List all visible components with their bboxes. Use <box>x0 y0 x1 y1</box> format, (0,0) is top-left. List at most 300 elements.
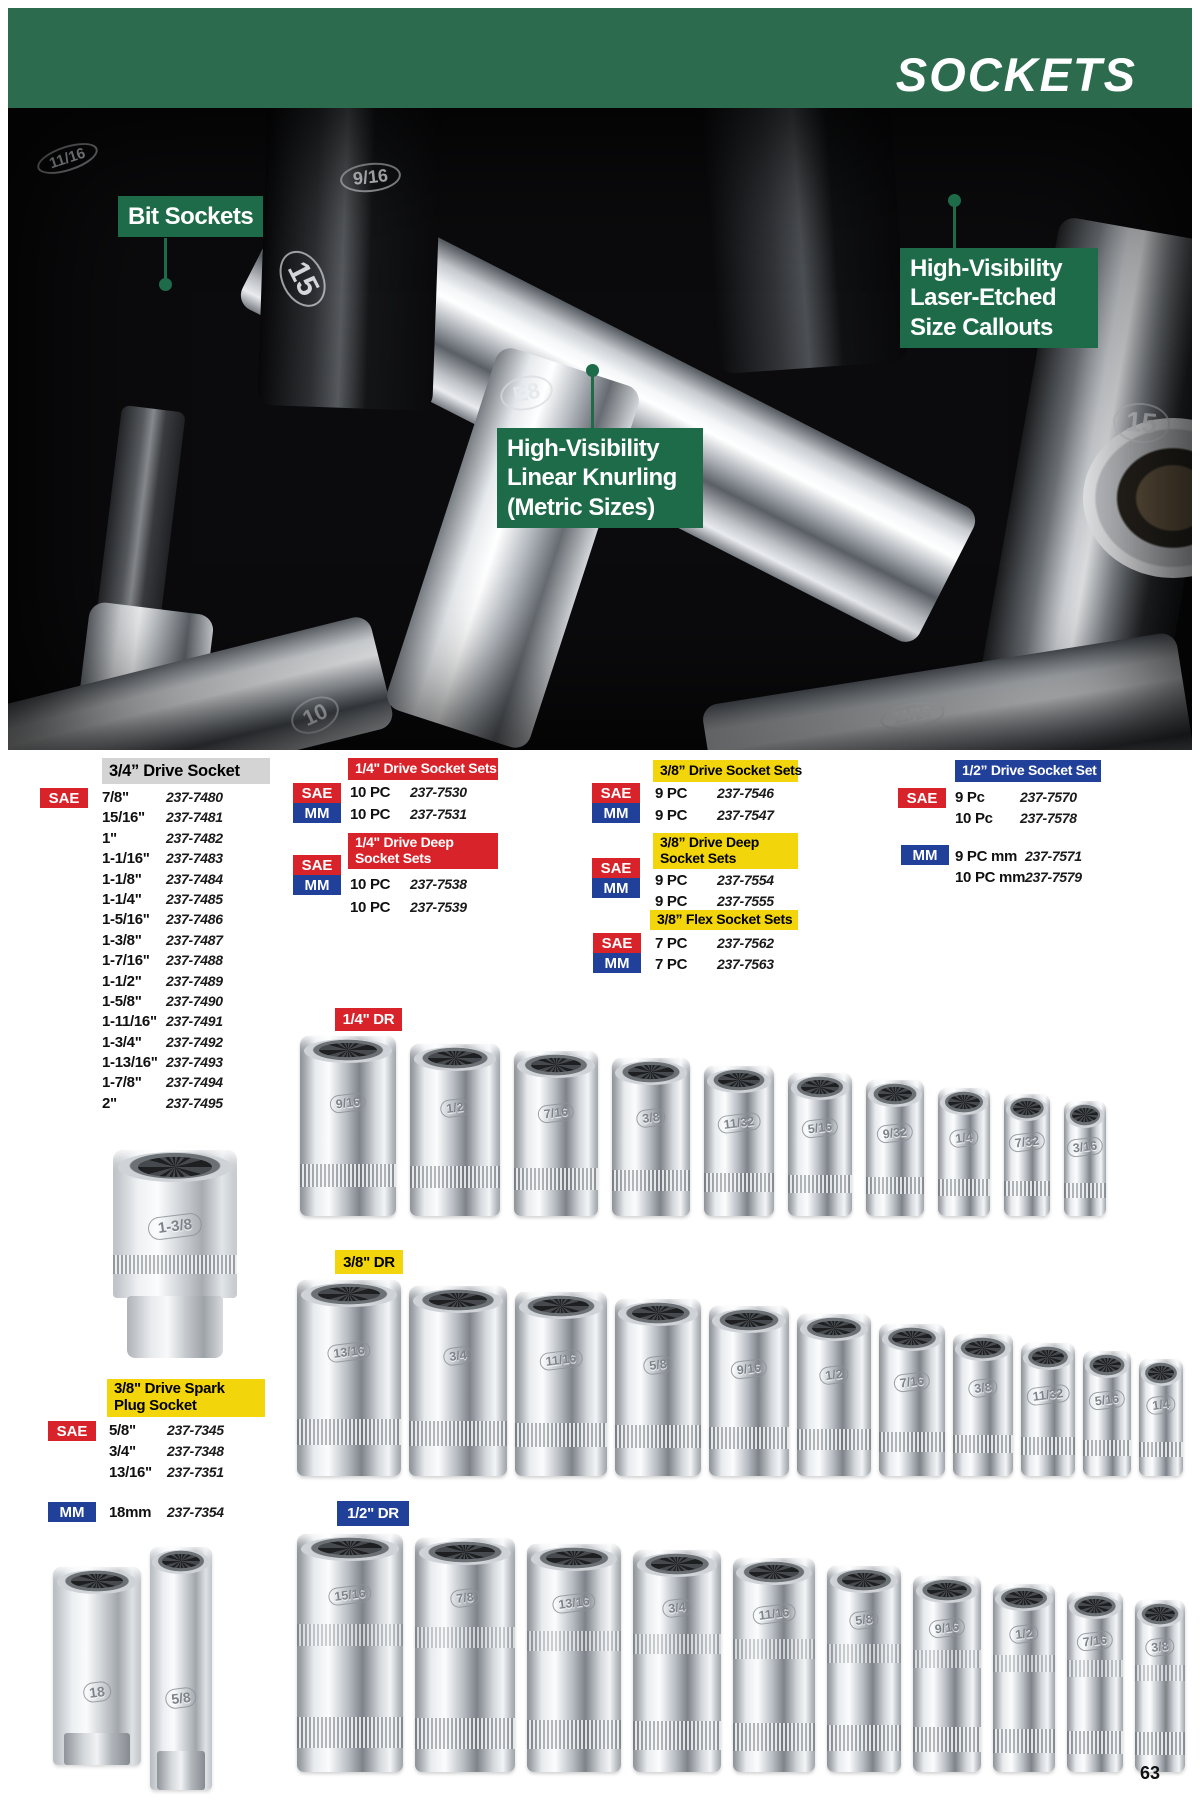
quantity-cell: 9 PC <box>655 893 688 910</box>
part-number-cell: 237-7578 <box>1020 810 1077 826</box>
deep-socket <box>993 1584 1055 1772</box>
drive-label-quarter: 1/4" DR <box>335 1008 402 1031</box>
socket-bore <box>1005 1591 1042 1605</box>
knurl-band <box>1139 1442 1183 1457</box>
sae-badge: SAE <box>592 858 640 878</box>
mm-badge: MM <box>593 953 641 973</box>
socket-bore <box>1145 1607 1175 1621</box>
table-row <box>655 956 797 977</box>
callout-text: High-Visibility <box>910 255 1063 282</box>
table-title: Socket Sets <box>355 850 432 866</box>
knurl-band <box>733 1723 815 1751</box>
drive-label-half: 1/2" DR <box>337 1501 409 1526</box>
size-cell: 15/16" <box>102 809 145 827</box>
socket <box>1004 1094 1050 1216</box>
sae-badge: SAE <box>593 933 641 953</box>
size-cell: 1-13/16" <box>102 1054 158 1072</box>
callout-laser-etched <box>900 248 1098 348</box>
knurl-band <box>633 1634 721 1654</box>
socket <box>709 1306 789 1476</box>
socket-bore <box>435 1545 495 1559</box>
size-cell: 1-3/8" <box>102 931 142 949</box>
callout-bit-sockets <box>118 196 263 237</box>
photo-shape <box>698 108 908 374</box>
callout-text: (Metric Sizes) <box>507 493 655 521</box>
table-row <box>102 891 270 911</box>
knurl-band <box>1135 1732 1185 1754</box>
table-header <box>107 1379 265 1417</box>
socket-bore <box>651 1557 704 1571</box>
mm-badge: MM <box>293 875 341 895</box>
quantity-cell: 10 Pc <box>955 810 993 827</box>
socket <box>704 1066 774 1216</box>
size-cell: 1-7/16" <box>102 952 150 970</box>
socket-drive-neck <box>127 1296 223 1358</box>
table-header <box>348 758 498 780</box>
socket-bore <box>318 1541 382 1555</box>
table-rows-sae <box>955 789 1120 831</box>
table-row <box>955 869 1120 890</box>
table-rows-sae <box>109 1422 269 1485</box>
part-number-cell: 237-7487 <box>166 931 223 948</box>
table-rows <box>102 789 270 1115</box>
socket-size-label: 7/16 <box>893 1370 931 1392</box>
part-number-cell: 237-7351 <box>167 1464 224 1480</box>
part-number-cell: 237-7485 <box>166 890 223 907</box>
sae-badge: SAE <box>293 783 341 803</box>
table-row <box>109 1464 269 1485</box>
knurl-band <box>1004 1181 1050 1197</box>
callout-text: Linear Knurling <box>507 464 677 492</box>
table-row <box>102 809 270 829</box>
socket-row-three-eighth <box>297 1276 1192 1476</box>
socket-bore <box>878 1087 913 1101</box>
knurl-band <box>297 1624 403 1645</box>
socket-bore <box>162 1554 199 1568</box>
socket-size-label: 5/16 <box>801 1117 839 1139</box>
knurl-band <box>866 1177 924 1195</box>
socket-size-label: 1/4 <box>1145 1395 1176 1416</box>
socket-size-label: 7/16 <box>537 1102 575 1124</box>
quantity-cell: 7 PC <box>655 935 688 952</box>
socket-bore <box>749 1565 798 1579</box>
table-row <box>102 952 270 972</box>
part-number-cell: 237-7571 <box>1025 848 1082 864</box>
table-row <box>955 789 1120 810</box>
product-photo-spark-plug-sockets <box>35 1545 245 1795</box>
page-title: SOCKETS <box>895 48 1137 101</box>
size-cell: 2" <box>102 1094 117 1112</box>
part-number-cell: 237-7354 <box>167 1504 224 1520</box>
table-header <box>348 833 498 869</box>
socket-row-half <box>297 1528 1192 1772</box>
socket-size-label: 9/16 <box>329 1091 367 1113</box>
knurl-band <box>1135 1665 1185 1680</box>
socket-size-label: 13/16 <box>326 1340 371 1363</box>
quantity-cell: 7 PC <box>655 956 688 973</box>
socket <box>866 1080 924 1216</box>
socket <box>797 1314 871 1476</box>
part-number-cell: 237-7348 <box>167 1443 224 1459</box>
table-row <box>102 1054 270 1074</box>
knurl-band <box>409 1421 507 1446</box>
socket-hex-base <box>157 1751 204 1790</box>
socket-bore <box>948 1095 979 1109</box>
deep-socket <box>827 1566 901 1772</box>
table-title: 3/8” Drive Socket Sets <box>660 762 803 779</box>
socket-bore <box>318 1287 380 1301</box>
socket-bore <box>319 1043 377 1057</box>
size-cell: 1-1/8" <box>102 870 142 888</box>
socket <box>515 1292 607 1476</box>
table-title: 3/4” Drive Socket <box>109 761 240 780</box>
photo-etching: E8 <box>497 371 556 415</box>
socket-size-label: 11/32 <box>1026 1383 1070 1406</box>
knurl-band <box>788 1175 852 1194</box>
knurl-band <box>913 1727 981 1752</box>
size-cell: 1-11/16" <box>102 1013 157 1031</box>
quantity-cell: 9 PC <box>655 872 688 889</box>
photo-etching: 9/16 <box>339 160 403 195</box>
socket-size-label: 9/32 <box>876 1121 914 1143</box>
callout-pointer-dot <box>586 364 599 377</box>
socket-bore <box>628 1065 675 1079</box>
quantity-cell: 9 Pc <box>955 789 985 806</box>
socket-bore <box>1093 1358 1122 1372</box>
socket-size-label: 5/8 <box>642 1354 673 1375</box>
deep-socket <box>1067 1592 1123 1772</box>
socket-size-label: 7/16 <box>1076 1629 1114 1651</box>
callout-pointer-line <box>591 374 594 430</box>
part-number-cell: 237-7491 <box>166 1013 223 1030</box>
table-row <box>102 993 270 1013</box>
knurl-band <box>297 1717 403 1748</box>
knurl-band <box>1064 1183 1106 1198</box>
quantity-cell: 10 PC <box>350 806 391 823</box>
socket-bore <box>428 1051 482 1065</box>
deep-socket <box>633 1550 721 1772</box>
knurl-band <box>953 1435 1013 1453</box>
size-cell: 1-1/2" <box>102 972 142 990</box>
knurl-band <box>879 1432 945 1452</box>
quantity-cell: 10 PC <box>350 784 391 801</box>
table-row <box>102 1013 270 1033</box>
socket <box>1064 1101 1106 1216</box>
size-cell: 1-3/4" <box>102 1033 142 1051</box>
table-title: 1/2” Drive Socket Set <box>962 762 1097 779</box>
socket-size-label: 9/16 <box>730 1358 768 1380</box>
knurl-band <box>615 1425 701 1448</box>
deep-socket <box>297 1534 403 1772</box>
socket-size-label: 11/16 <box>539 1348 583 1371</box>
page-banner <box>8 8 1192 108</box>
table-rows <box>655 785 797 829</box>
part-number-cell: 237-7489 <box>166 972 223 989</box>
socket-body <box>113 1150 237 1298</box>
part-number-cell: 237-7562 <box>717 935 774 951</box>
part-number-cell: 237-7495 <box>166 1094 223 1111</box>
spark-plug-socket <box>53 1567 141 1765</box>
table-row <box>655 807 797 829</box>
table-rows-mm <box>109 1504 269 1525</box>
table-row <box>102 789 270 809</box>
socket <box>514 1051 598 1216</box>
mm-badge: MM <box>592 878 640 898</box>
part-number-cell: 237-7579 <box>1025 869 1082 885</box>
socket-size-label: 1/2 <box>1008 1624 1039 1645</box>
knurl-band <box>993 1729 1055 1753</box>
socket-size-label: 5/8 <box>164 1686 198 1710</box>
part-number-cell: 237-7492 <box>166 1033 223 1050</box>
sae-badge: SAE <box>592 783 640 803</box>
socket-bore <box>138 1157 212 1177</box>
socket <box>409 1286 507 1476</box>
socket <box>953 1334 1013 1476</box>
part-number-cell: 237-7345 <box>167 1422 224 1438</box>
socket-bore <box>429 1293 488 1307</box>
table-row <box>109 1504 269 1525</box>
size-cell: 5/8" <box>109 1422 136 1439</box>
size-cell: 1-5/8" <box>102 992 142 1010</box>
size-cell: 13/16" <box>109 1464 152 1481</box>
table-title: Plug Socket <box>114 1397 197 1414</box>
knurl-band <box>1067 1731 1123 1754</box>
socket-bore <box>1032 1350 1064 1364</box>
sae-badge: SAE <box>40 788 88 808</box>
table-row <box>102 871 270 891</box>
quantity-cell: 10 PC <box>350 898 391 916</box>
knurl-band <box>913 1650 981 1668</box>
mm-badge: MM <box>592 803 640 823</box>
table-row <box>102 1095 270 1115</box>
part-number-cell: 237-7490 <box>166 992 223 1009</box>
drive-label-three-eighth: 3/8" DR <box>335 1250 403 1274</box>
socket-size-label: 1/2 <box>439 1097 470 1118</box>
socket-size-label: 7/8 <box>449 1588 480 1609</box>
product-photo-single-socket <box>90 1140 260 1370</box>
knurl-band <box>827 1725 901 1752</box>
table-row <box>102 830 270 850</box>
table-row <box>655 785 797 807</box>
socket-size-label: 1-3/8 <box>147 1212 204 1241</box>
deep-socket <box>1135 1600 1185 1772</box>
knurl-band <box>113 1255 237 1274</box>
part-number-cell: 237-7486 <box>166 911 223 928</box>
socket-size-label: 3/4 <box>661 1597 692 1618</box>
part-number-cell: 237-7539 <box>410 898 467 915</box>
socket <box>1021 1343 1075 1476</box>
socket-size-label: 3/8 <box>635 1107 666 1128</box>
knurl-band <box>410 1166 500 1188</box>
sae-badge: SAE <box>293 855 341 875</box>
knurl-band <box>827 1644 901 1663</box>
table-row <box>655 935 797 956</box>
knurl-band <box>733 1639 815 1658</box>
table-row <box>102 1034 270 1054</box>
socket-bore <box>632 1306 684 1320</box>
table-rows <box>350 784 508 828</box>
deep-socket <box>415 1538 515 1772</box>
part-number-cell: 237-7555 <box>717 893 774 909</box>
size-cell: 1-1/4" <box>102 890 142 908</box>
socket-size-label: 5/16 <box>1088 1389 1126 1411</box>
knurl-band <box>797 1429 871 1450</box>
socket-bore <box>533 1299 588 1313</box>
table-rows <box>655 872 797 914</box>
callout-text: Laser-Etched <box>910 284 1057 312</box>
table-title: 1/4" Drive Deep <box>355 834 454 851</box>
part-number-cell: 237-7547 <box>717 807 774 823</box>
socket-bore <box>812 1321 856 1335</box>
socket-size-label: 3/8 <box>1144 1636 1175 1657</box>
table-title: 1/4" Drive Socket Sets <box>355 760 497 777</box>
deep-socket <box>733 1558 815 1772</box>
quantity-cell: 10 PC mm <box>955 869 1026 886</box>
knurl-band <box>515 1423 607 1447</box>
knurl-band <box>527 1631 621 1652</box>
knurl-band <box>300 1164 396 1187</box>
page-number: 63 <box>1139 1763 1160 1783</box>
part-number-cell: 237-7554 <box>717 872 774 888</box>
part-number-cell: 237-7563 <box>717 956 774 972</box>
table-header <box>650 910 798 930</box>
socket <box>410 1044 500 1216</box>
socket-bore <box>965 1341 1001 1355</box>
spark-plug-socket <box>150 1547 212 1790</box>
table-row <box>955 848 1120 869</box>
part-number-cell: 237-7482 <box>166 829 223 846</box>
table-3-4-drive-socket <box>40 756 270 1121</box>
mm-badge: MM <box>48 1502 96 1522</box>
table-header <box>102 758 270 784</box>
part-number-cell: 237-7493 <box>166 1054 223 1071</box>
table-row <box>350 876 508 899</box>
table-header <box>653 833 798 869</box>
table-row <box>102 932 270 952</box>
socket-size-label: 11/32 <box>717 1111 761 1134</box>
quantity-cell: 9 PC <box>655 807 688 824</box>
knurl-band <box>1083 1440 1131 1456</box>
table-row <box>655 872 797 893</box>
socket-size-label: 1/4 <box>948 1127 979 1148</box>
knurl-band <box>297 1419 401 1444</box>
part-number-cell: 237-7481 <box>166 809 223 826</box>
table-rows <box>655 935 797 977</box>
mm-badge: MM <box>293 803 341 823</box>
table-row <box>955 810 1120 831</box>
sae-badge: SAE <box>48 1421 96 1441</box>
part-number-cell: 237-7488 <box>166 952 223 969</box>
socket-bore <box>1148 1366 1174 1380</box>
photo-etching: 10 <box>285 689 345 741</box>
knurl-band <box>704 1173 774 1193</box>
photo-etching: 11/16 <box>878 698 947 735</box>
socket-bore <box>725 1313 773 1327</box>
knurl-band <box>633 1721 721 1750</box>
part-number-cell: 237-7538 <box>410 876 467 892</box>
callout-linear-knurling <box>497 428 703 528</box>
photo-shape <box>528 688 688 750</box>
mm-badge: MM <box>901 845 949 865</box>
socket <box>1083 1351 1131 1476</box>
knurl-band <box>514 1168 598 1189</box>
socket-bore <box>71 1574 124 1588</box>
knurl-band <box>709 1427 789 1449</box>
socket-bore <box>1078 1599 1112 1613</box>
socket-size-label: 15/16 <box>327 1584 372 1607</box>
table-row <box>102 911 270 931</box>
knurl-band <box>1067 1660 1123 1676</box>
socket <box>938 1088 990 1216</box>
part-number-cell: 237-7483 <box>166 850 223 867</box>
table-row <box>350 899 508 922</box>
socket <box>788 1073 852 1216</box>
table-row <box>102 850 270 870</box>
socket-bore <box>927 1583 968 1597</box>
hero-photo <box>8 108 1192 750</box>
socket <box>1139 1359 1183 1476</box>
socket-size-label: 3/16 <box>1066 1136 1104 1158</box>
knurl-band <box>1021 1437 1075 1454</box>
socket-bore <box>1013 1101 1041 1115</box>
table-title: 3/8” Drive Deep <box>660 834 759 851</box>
socket-hex-base <box>64 1733 131 1765</box>
socket-size-label: 9/16 <box>928 1617 966 1639</box>
callout-text: High-Visibility <box>507 435 660 462</box>
socket-bore <box>801 1080 839 1094</box>
socket-size-label: 18 <box>82 1680 112 1703</box>
table-row <box>350 806 508 828</box>
part-number-cell: 237-7570 <box>1020 789 1077 805</box>
knurl-band <box>938 1179 990 1196</box>
size-cell: 3/4" <box>109 1443 136 1460</box>
socket <box>612 1058 690 1216</box>
socket-size-label: 1/2 <box>818 1364 849 1385</box>
size-cell: 7/8" <box>102 789 129 806</box>
socket <box>879 1324 945 1476</box>
table-rows-mm <box>955 848 1120 890</box>
socket-size-label: 3/8 <box>967 1378 998 1399</box>
socket-bore <box>718 1073 760 1087</box>
callout-pointer-dot <box>948 194 961 207</box>
socket-size-label: 5/8 <box>848 1610 879 1631</box>
table-title: 3/8” Flex Socket Sets <box>657 911 793 928</box>
part-number-cell: 237-7484 <box>166 870 223 887</box>
socket-bore <box>842 1573 886 1587</box>
table-rows <box>350 876 508 921</box>
size-cell: 1-7/8" <box>102 1074 142 1092</box>
table-row <box>109 1422 269 1443</box>
photo-shape <box>701 631 1192 750</box>
part-number-cell: 237-7494 <box>166 1074 223 1091</box>
table-title: 3/8" Drive Spark <box>114 1380 225 1398</box>
size-cell: 1-1/16" <box>102 850 150 868</box>
socket <box>297 1280 401 1476</box>
photo-etching: 11/16 <box>34 137 101 180</box>
photo-etching: 15 <box>1111 401 1171 446</box>
callout-text: Size Callouts <box>910 313 1053 341</box>
socket-bore <box>1072 1108 1097 1122</box>
callout-text: Bit Sockets <box>128 203 254 230</box>
socket <box>615 1299 701 1476</box>
table-header <box>653 760 803 782</box>
photo-etching: 15 <box>270 243 334 315</box>
quantity-cell: 9 PC <box>655 785 688 802</box>
table-header <box>955 760 1101 782</box>
part-number-cell: 237-7546 <box>717 785 774 801</box>
deep-socket <box>527 1544 621 1772</box>
knurl-band <box>415 1627 515 1648</box>
